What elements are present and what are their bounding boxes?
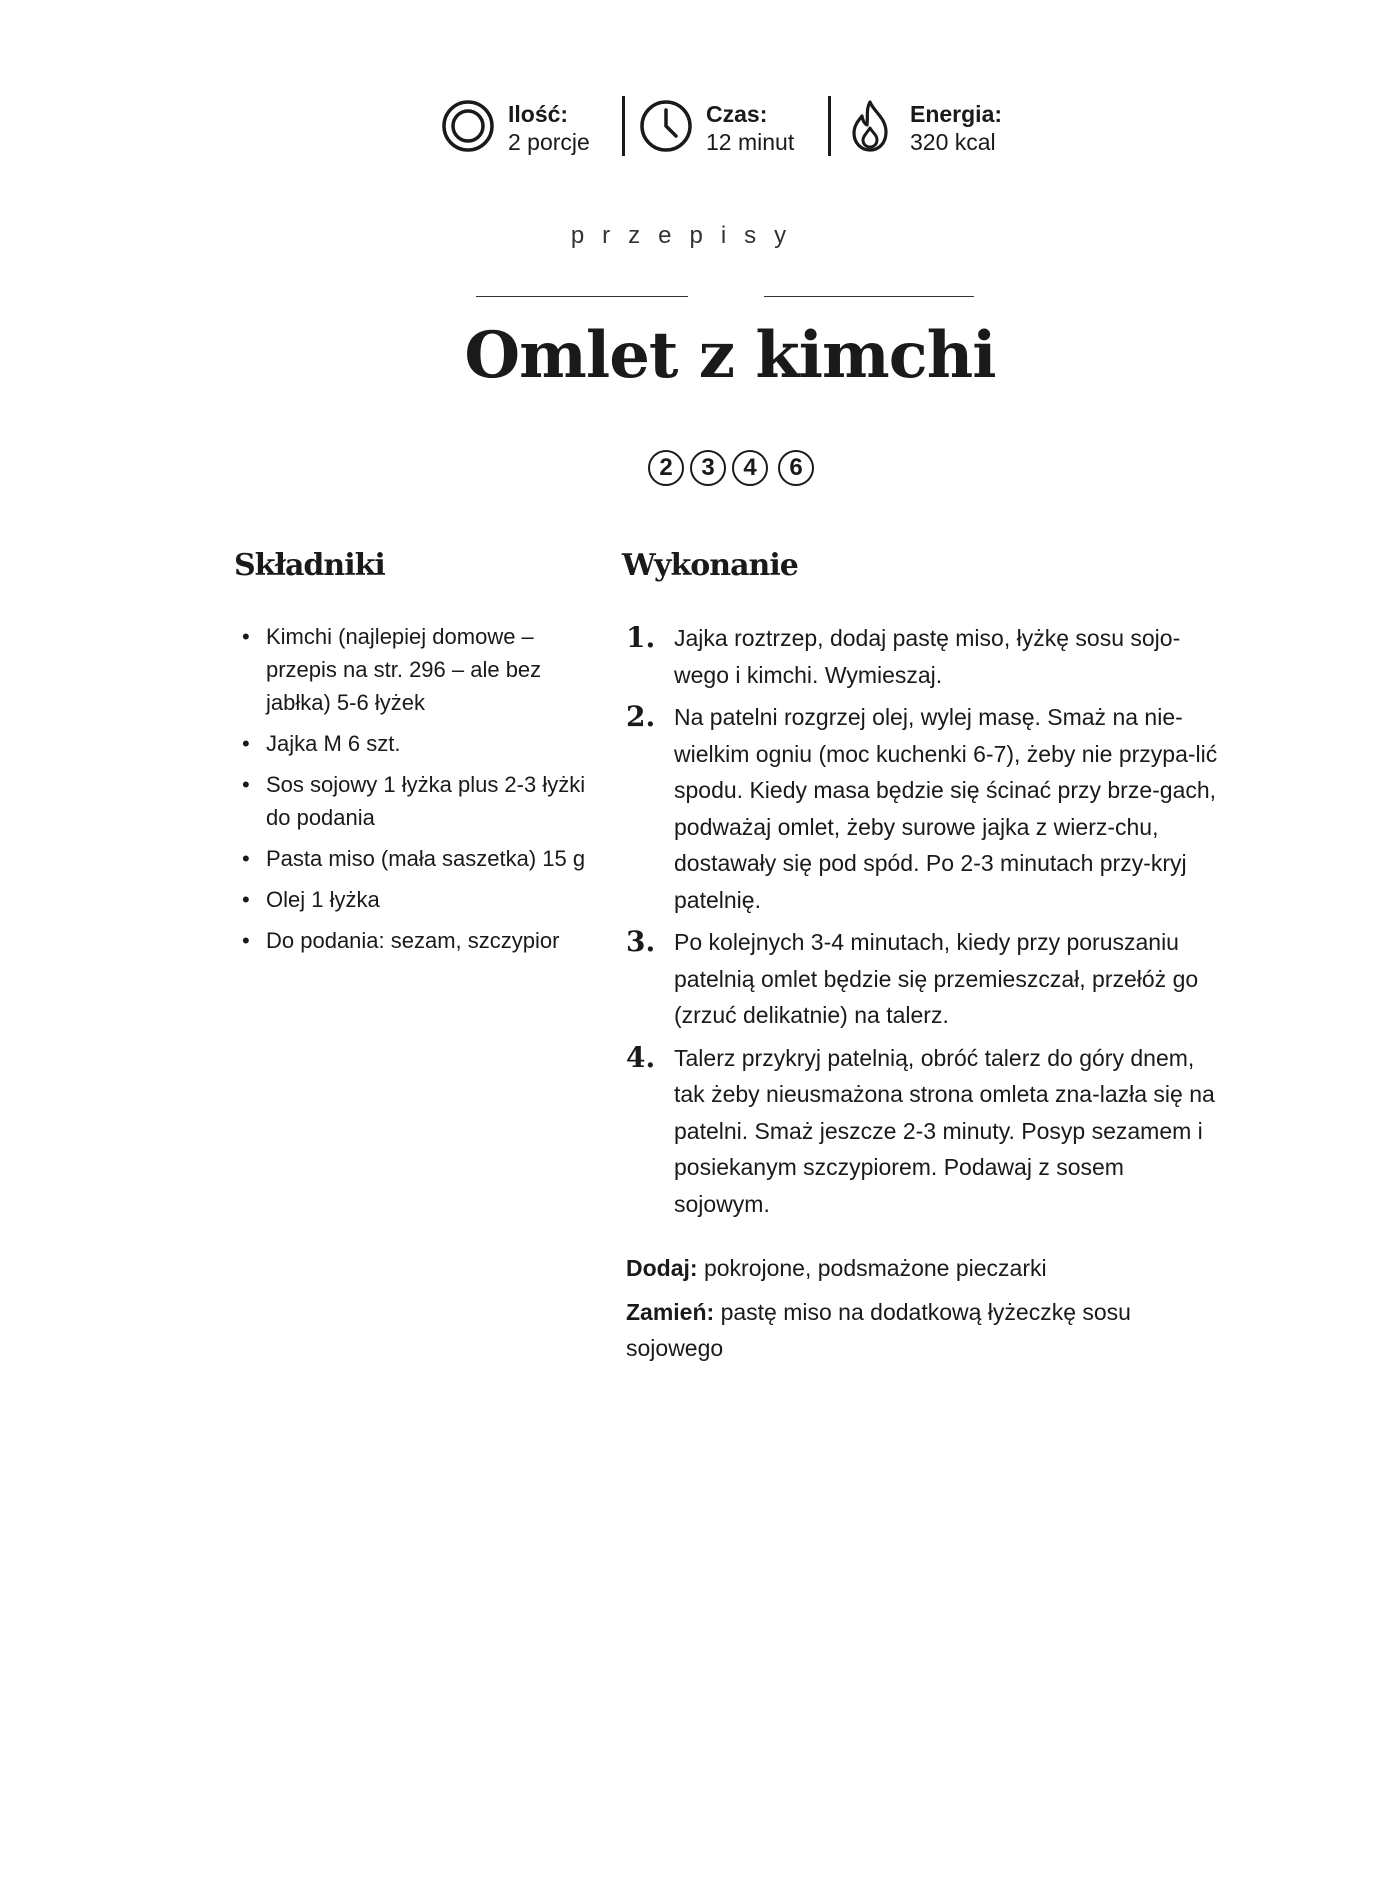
step-text: Po kolejnych 3-4 minutach, kiedy przy poruszaniu patelnią omlet będzie się przemieszczał, przełóż go (zrzuć delikatnie) na talerz. (674, 929, 1199, 1028)
energy-value: 320 kcal (910, 129, 996, 155)
add-text: pokrojone, podsmażone pieczarki (703, 1255, 1047, 1281)
ingredients-list (238, 620, 588, 965)
step-text: Jajka roztrzep, dodaj pastę miso, łyżkę sosu sojo-wego i kimchi. Wymieszaj. (674, 625, 1181, 688)
info-divider (622, 96, 625, 156)
swap-text: pastę miso na dodatkową łyżeczkę sosu sojowego (626, 1299, 1131, 1361)
recipe-title: Omlet z kimchi (464, 318, 996, 393)
swap-label: Zamień: (626, 1299, 715, 1325)
method-steps (626, 620, 1226, 1228)
step-item (626, 620, 1226, 693)
time-value: 12 minut (706, 129, 795, 155)
section-label: przepisy (570, 222, 805, 249)
energy-label: Energia: (910, 101, 1003, 127)
title-rule-right (764, 296, 974, 297)
method-heading: Wykonanie (622, 548, 798, 583)
ingredients-heading: Składniki (234, 548, 385, 583)
list-item: • Jajka M 6 szt. (242, 731, 401, 756)
add-note (626, 1250, 1226, 1286)
phase-badge: 4 (732, 450, 768, 486)
phase-badge: 3 (690, 450, 726, 486)
step-item (626, 1040, 1226, 1223)
step-number: 2. (626, 700, 656, 733)
phase-badge: 6 (778, 450, 814, 486)
list-item: • Sos sojowy 1 łyżka plus 2-3 łyżki do podania (242, 772, 586, 830)
servings-value: 2 porcje (508, 129, 590, 155)
step-text: Talerz przykryj patelnią, obróć talerz do góry dnem, tak żeby nieusmażona strona omleta zna-lazła się na patelni. Smaż jeszcze 2-3 minuty. Posyp sezamem i posiekanym szczypiorem. Podawaj z sosem sojowym. (674, 1044, 1215, 1217)
list-item: • Kimchi (najlepiej domowe – przepis na str. 296 – ale bez jabłka) 5-6 łyżek (242, 624, 542, 715)
title-rule-left (476, 296, 688, 297)
target-circle-icon (440, 98, 496, 154)
flame-icon (842, 98, 898, 154)
list-item: • Olej 1 łyżka (242, 887, 380, 912)
phase-badge: 2 (648, 450, 684, 486)
step-number: 4. (626, 1040, 656, 1074)
step-item (626, 924, 1226, 1034)
step-text: Na patelni rozgrzej olej, wylej masę. Smaż na nie-wielkim ogniu (moc kuchenki 6-7), żeby nie przypa-lić spodu. Kiedy masa będzie się ścinać przy brze-gach, podważaj omlet, żeby surowe jajka z wierz-chu, dostawały się pod spód. Po 2-3 minutach przy-kryj patelnię. (674, 704, 1218, 913)
recipe-notes (626, 1250, 1226, 1374)
servings-label: Ilość: (508, 101, 569, 127)
clock-icon (638, 98, 694, 154)
add-label: Dodaj: (626, 1255, 698, 1281)
step-number: 3. (626, 925, 656, 958)
step-number: 1. (626, 621, 656, 654)
swap-note (626, 1294, 1226, 1366)
time-label: Czas: (706, 101, 768, 127)
info-divider (828, 96, 831, 156)
list-item: • Pasta miso (mała saszetka) 15 g (242, 846, 586, 871)
list-item: • Do podania: sezam, szczypior (242, 928, 560, 953)
step-item (626, 699, 1226, 918)
